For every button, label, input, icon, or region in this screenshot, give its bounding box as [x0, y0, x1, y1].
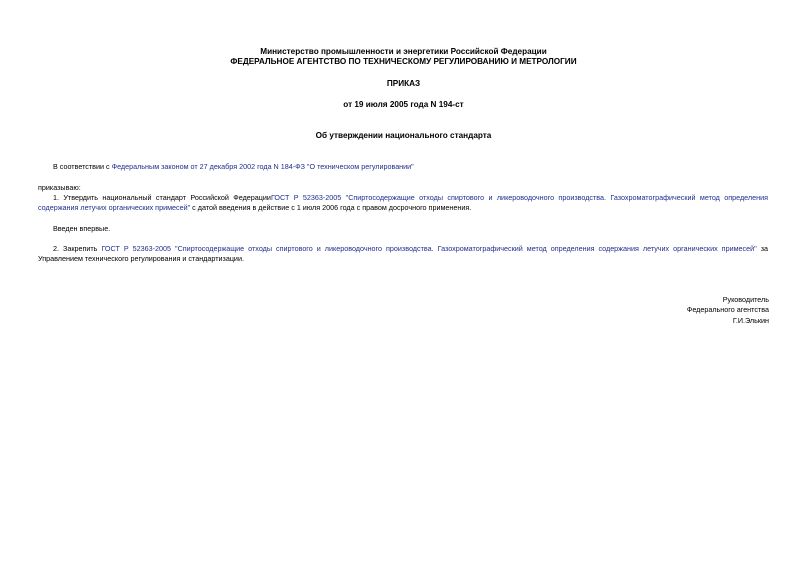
order-word: приказываю:	[38, 183, 81, 192]
intro-prefix: В соответствии с	[53, 162, 112, 171]
signature-name: Г.И.Элькин	[732, 316, 769, 325]
item1-suffix: с датой введения в действие с 1 июля 2006 года с правом досрочного применения.	[190, 203, 472, 212]
intro-paragraph	[53, 162, 414, 172]
item2-prefix: 2. Закрепить	[53, 244, 102, 253]
item2-line2: Управлением технического регулирования и стандартизации.	[38, 254, 244, 263]
document-type: ПРИКАЗ	[386, 79, 421, 88]
signature-title: Руководитель	[722, 295, 769, 304]
introduced-note: Введен впервые.	[53, 224, 111, 233]
ministry-name: Министерство промышленности и энергетики Российской Федерации	[260, 47, 547, 56]
item1-prefix: 1. Утвердить национальный стандарт Российской Федерации	[53, 193, 271, 202]
item2-line1	[53, 244, 768, 254]
gost-link-2[interactable]: ГОСТ Р 52363-2005 "Спиртосодержащие отходы спиртового и ликероводочного производства. Газохроматографический метод определения содержания летучих органических примесей"	[101, 244, 757, 253]
item2-suffix: за	[756, 244, 768, 253]
document-title: Об утверждении национального стандарта	[315, 131, 492, 140]
gost-link-1[interactable]: ГОСТ Р 52363-2005 "Спиртосодержащие отходы спиртового и ликероводочного производства. Газохроматографический метод определения	[270, 193, 768, 202]
gost-link-1-cont[interactable]: содержания летучих органических примесей"	[38, 203, 191, 212]
federal-law-link[interactable]: Федеральным законом от 27 декабря 2002 года N 184-ФЗ "О техническом регулировании"	[111, 162, 414, 171]
item1-line1	[53, 193, 768, 203]
agency-name: ФЕДЕРАЛЬНОЕ АГЕНТСТВО ПО ТЕХНИЧЕСКОМУ РЕГУЛИРОВАНИЮ И МЕТРОЛОГИИ	[230, 57, 577, 66]
item1-line2	[38, 203, 471, 213]
signature-agency: Федерального агентства	[686, 305, 769, 314]
document-date-number: от 19 июля 2005 года N 194-ст	[343, 100, 464, 109]
